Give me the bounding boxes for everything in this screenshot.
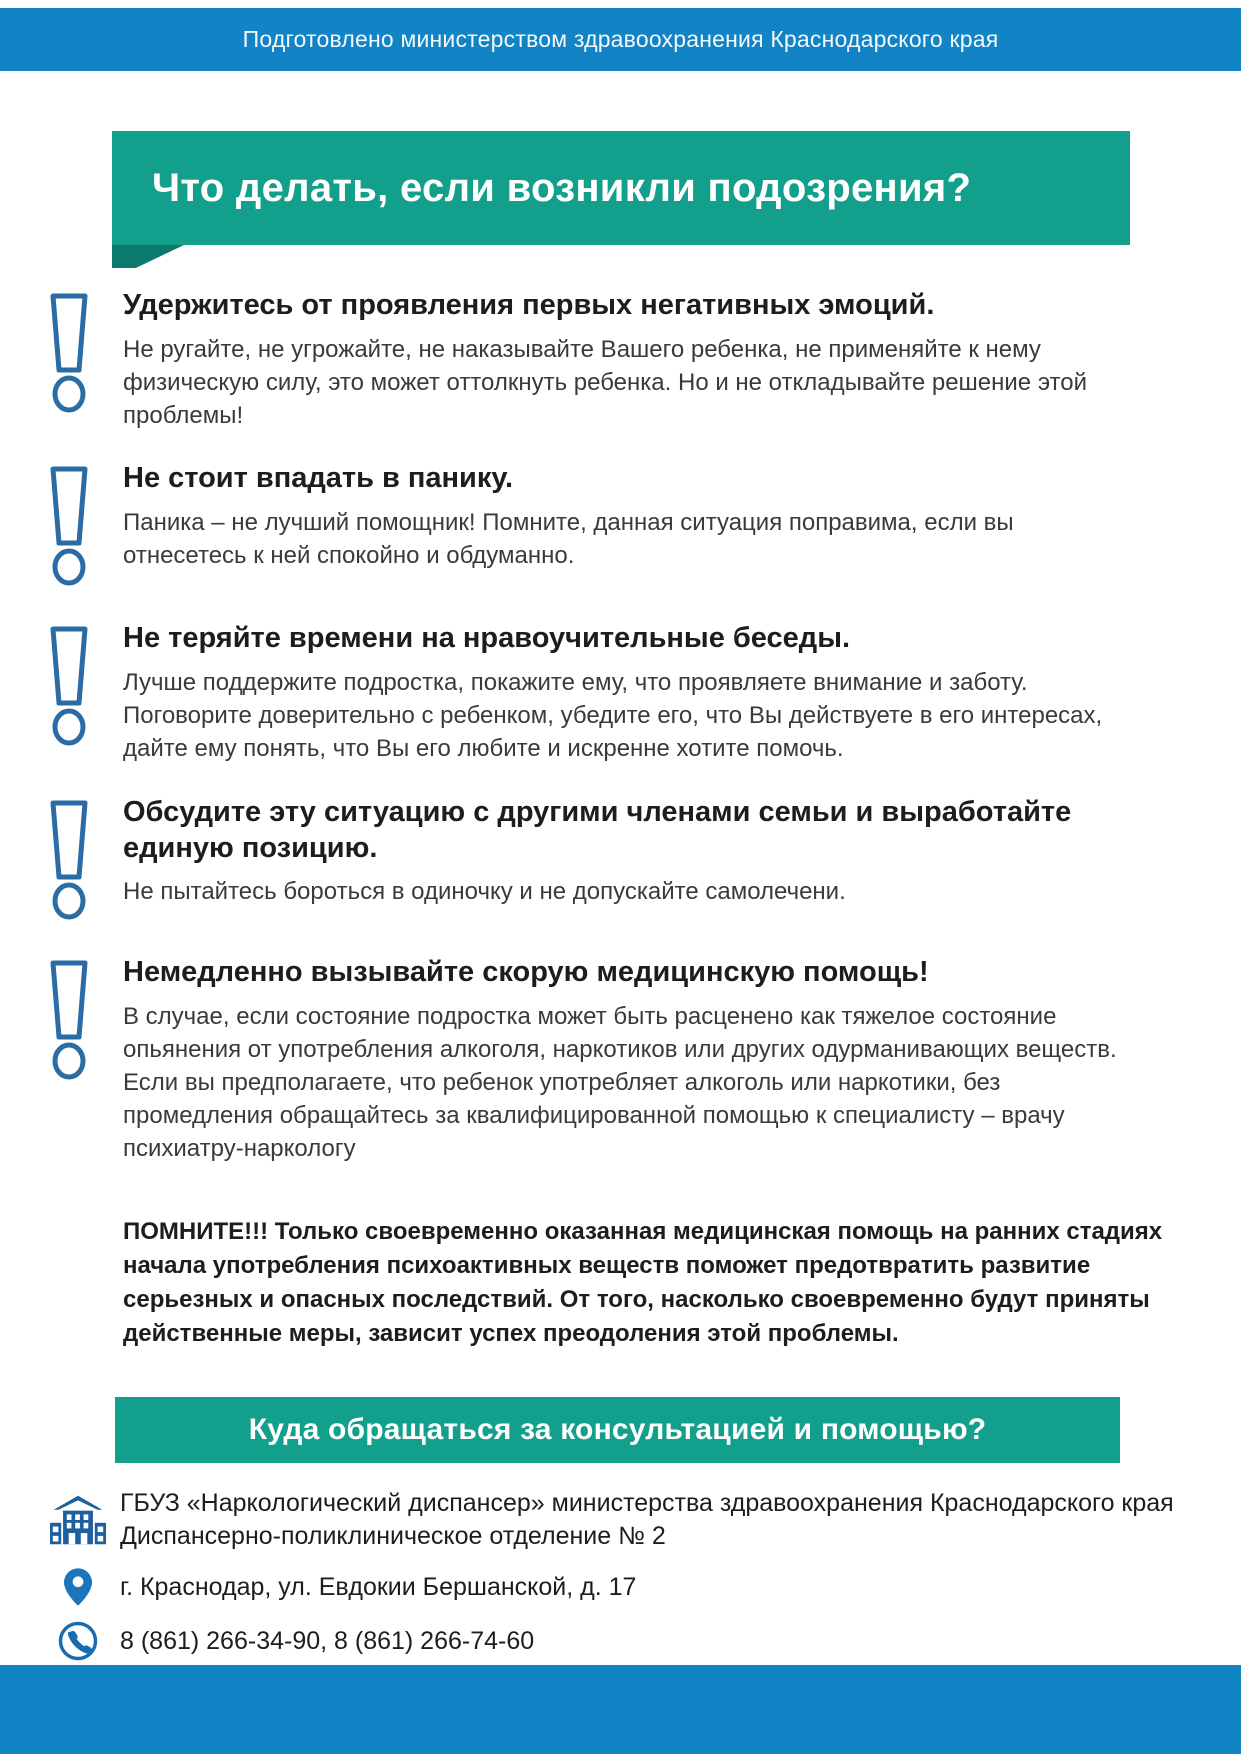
advice-heading: Удержитесь от проявления первых негативных эмоций. [123, 289, 935, 321]
page-title: Что делать, если возникли подозрения? [152, 165, 972, 210]
contact-line: г. Краснодар, ул. Евдокии Бершанской, д. 17 [120, 1572, 637, 1601]
footer-bar [0, 1665, 1241, 1754]
advice-heading: Обсудите эту ситуацию с другими членами семьи и выработайте единую позицию. [123, 795, 1072, 864]
contact-banner-title: Куда обращаться за консультацией и помощью? [248, 1413, 987, 1447]
exclamation-icon [46, 955, 123, 1166]
advice-heading: Не теряйте времени на нравоучительные беседы. [123, 622, 851, 655]
contact-banner [115, 1397, 1120, 1463]
advice-item [0, 795, 1241, 926]
advice-item [0, 288, 1241, 432]
advice-heading: Не стоит впадать в панику. [123, 462, 513, 495]
advice-paragraph: Паника – не лучший помощник! Помните, данная ситуация поправима, если вы отнесетесь к ней спокойно и обдуманно. [123, 509, 1014, 570]
contact-item-address [50, 1568, 1201, 1606]
advice-list [0, 288, 1241, 1351]
location-pin-icon [50, 1568, 106, 1606]
contact-item-clinic [50, 1487, 1201, 1553]
exclamation-icon [46, 461, 123, 592]
contact-text [120, 1487, 1174, 1553]
exclamation-icon [46, 288, 123, 432]
advice-item [0, 461, 1241, 592]
phone-icon [50, 1621, 106, 1661]
title-banner-fold-icon [112, 245, 184, 268]
header-bar [0, 8, 1241, 71]
contact-item-phones [50, 1621, 1201, 1661]
reminder-paragraph: ПОМНИТЕ!!! Только своевременно оказанная медицинская помощь на ранних стадиях начала употребления психоактивных веществ поможет предотвратить развитие серьезных и опасных последствий. От того, насколько своевременно будут приняты действенные меры, зависит успех преодоления этой проблемы. [123, 1218, 1163, 1348]
header-note: Подготовлено министерством здравоохранения Краснодарского края [242, 26, 999, 52]
exclamation-icon [46, 795, 123, 926]
advice-item [0, 955, 1241, 1166]
building-icon [50, 1494, 106, 1546]
advice-paragraph: В случае, если состояние подростка может быть расценено как тяжелое состояние опьянения от употребления алкоголя, наркотиков или других одурманивающих веществ. [123, 1002, 1117, 1063]
contact-line: Диспансерно-поликлиническое отделение № 2 [120, 1522, 666, 1551]
exclamation-icon [46, 621, 123, 765]
contact-line: ГБУЗ «Наркологический диспансер» министерства здравоохранения Краснодарского края [120, 1489, 1174, 1518]
advice-paragraph: Не ругайте, не угрожайте, не наказывайте Вашего ребенка, не применяйте к нему физическую силу, это может оттолкнуть ребенка. Но и не откладывайте решение этой проблемы! [123, 335, 1088, 430]
advice-paragraph: Лучше поддержите подростка, покажите ему, что проявляете внимание и заботу. Поговорите доверительно с ребенком, убедите его, что Вы действуете в его интересах, дайте ему понять, что Вы его любите и искренне хотите помочь. [123, 669, 1103, 763]
title-banner [112, 131, 1130, 245]
advice-heading: Немедленно вызывайте скорую медицинскую помощь! [123, 955, 929, 988]
advice-item [0, 621, 1241, 765]
contact-line: 8 (861) 266-34-90, 8 (861) 266-74-60 [120, 1626, 535, 1655]
advice-paragraph: Не пытайтесь бороться в одиночку и не допускайте самолечени. [123, 878, 846, 906]
advice-paragraph: Если вы предполагаете, что ребенок употребляет алкоголь или наркотики, без промедления обращайтесь за квалифицированной помощью к специалисту – врачу психиатру-наркологу [123, 1068, 1065, 1162]
